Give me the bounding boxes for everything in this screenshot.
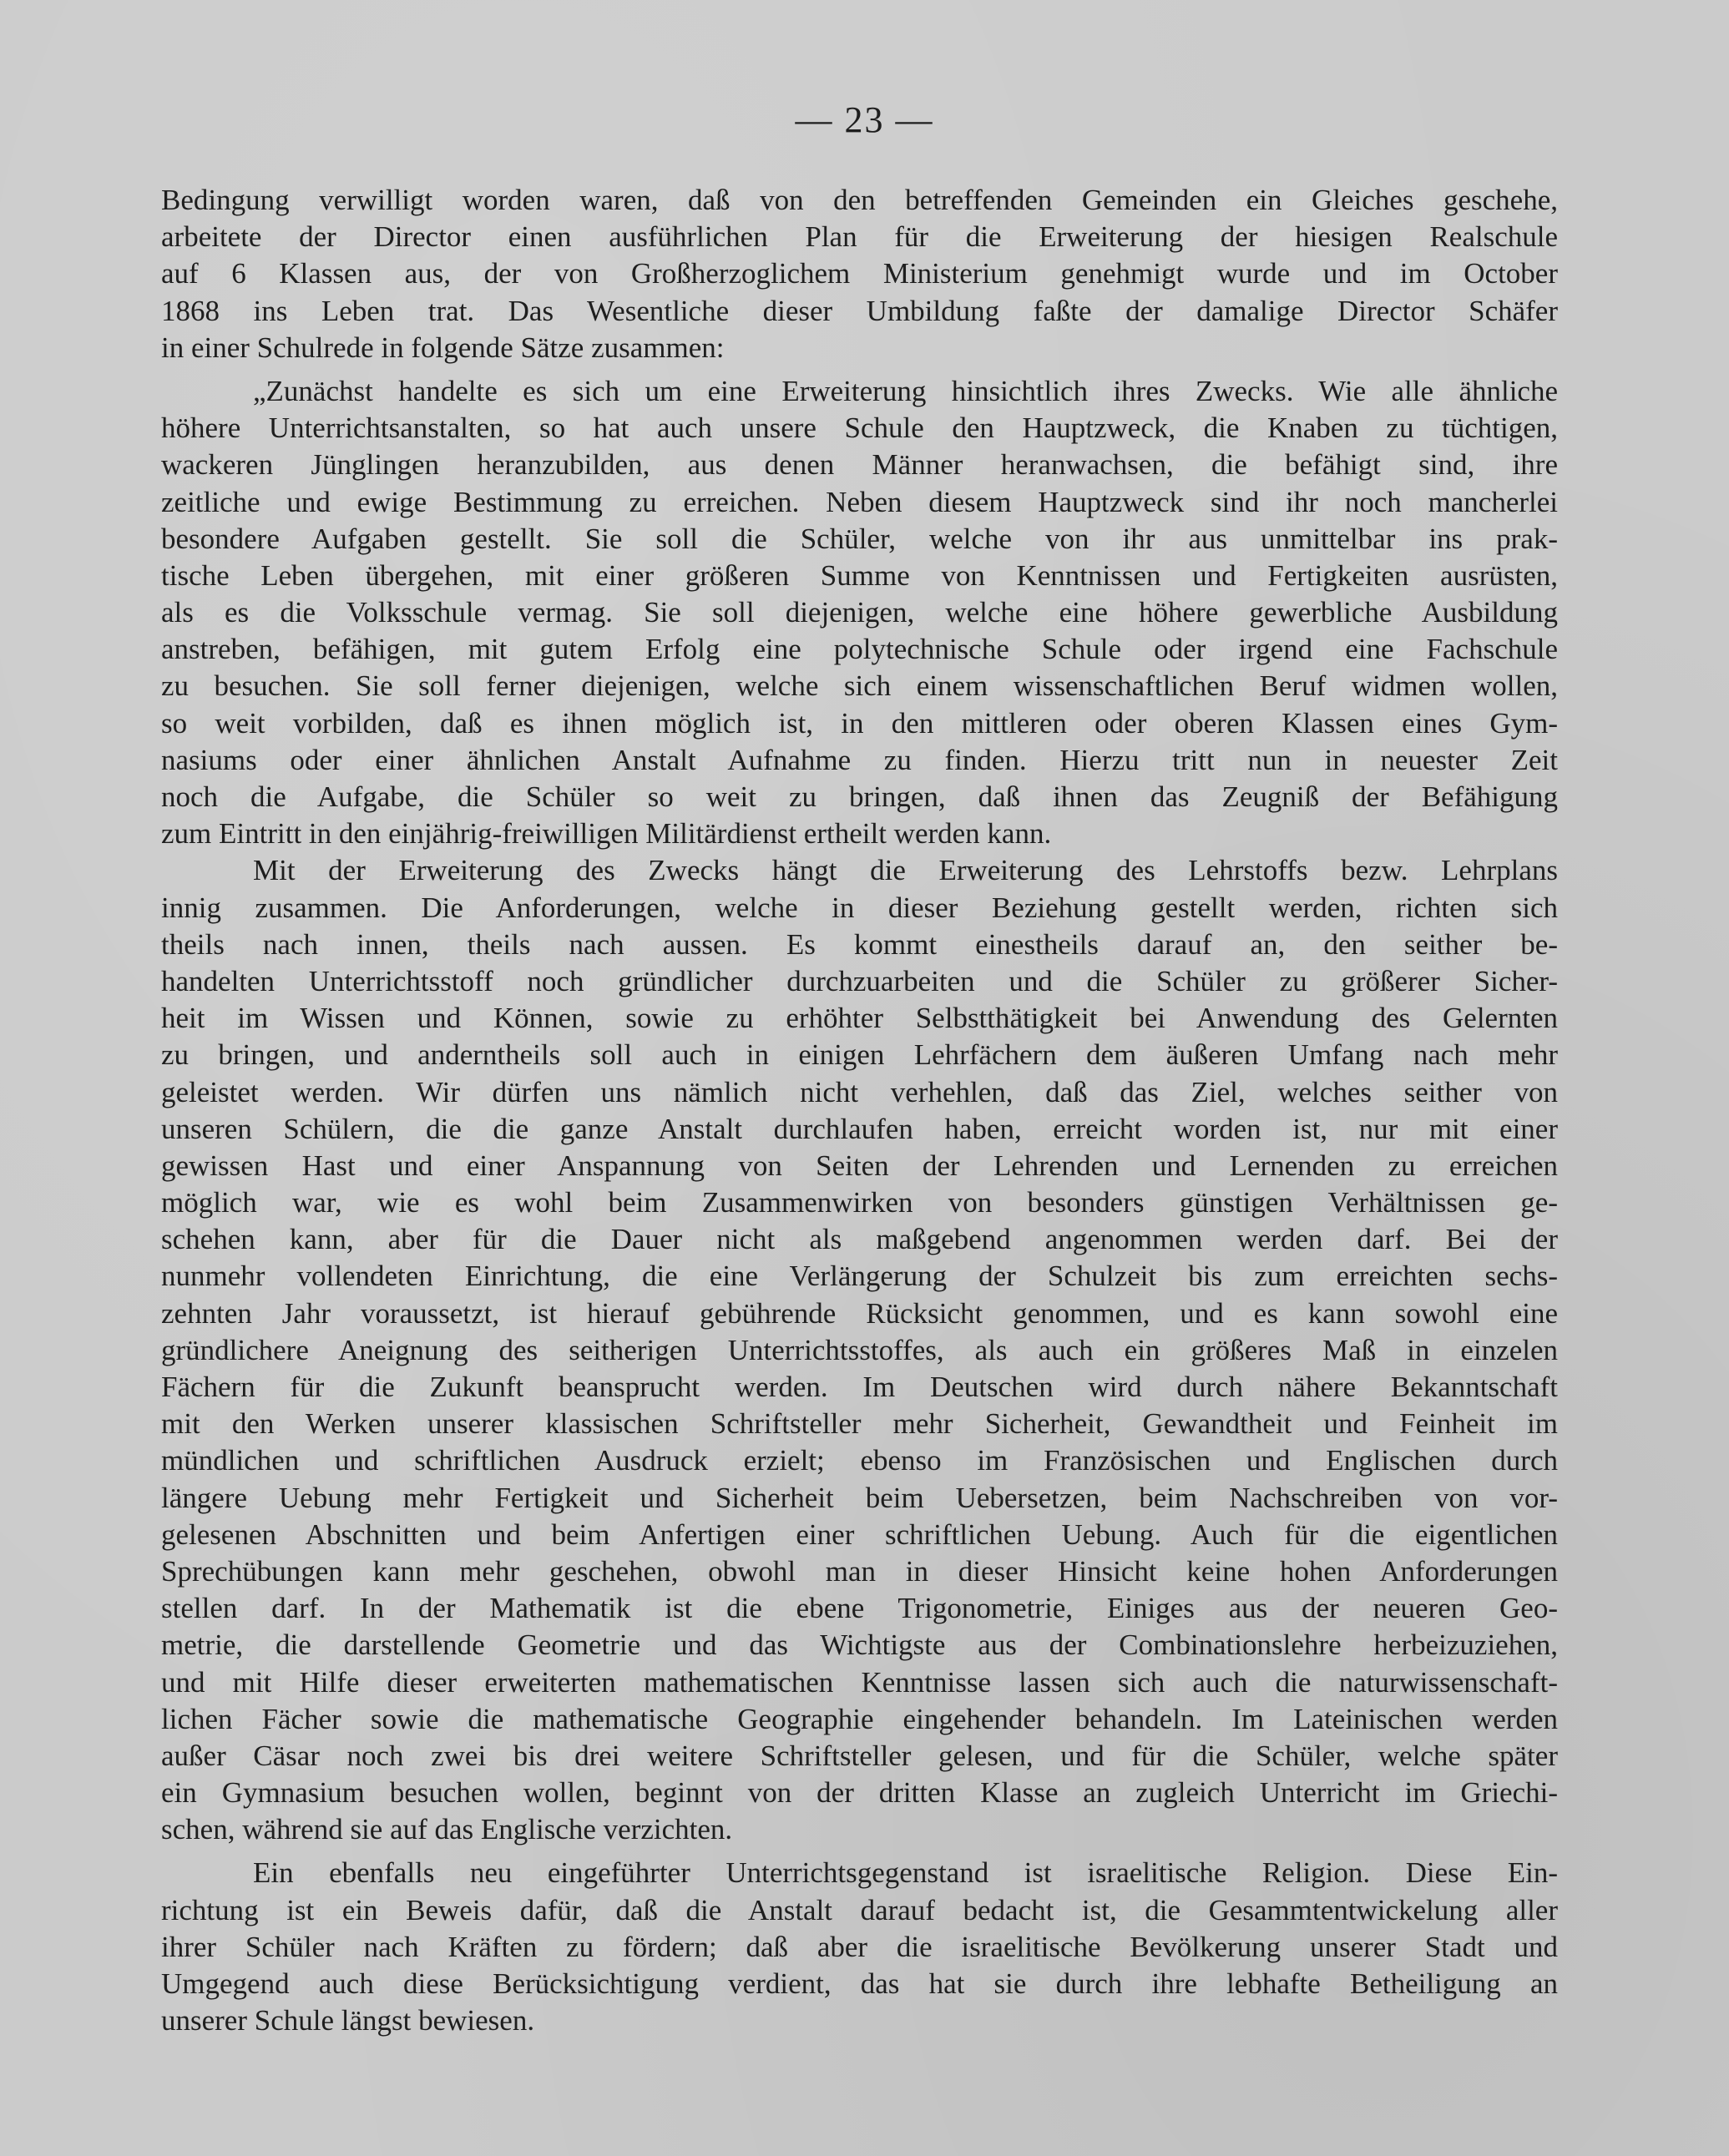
text-line: lichen Fächer sowie die mathematische Geographie eingehender behandeln. Im Lateinischen werden (161, 1702, 1558, 1735)
text-line: außer Cäsar noch zwei bis drei weitere Schriftsteller gelesen, und für die Schüler, welche später (161, 1739, 1558, 1772)
text-line: in einer Schulrede in folgende Sätze zusammen: (161, 331, 725, 364)
text-line: zeitliche und ewige Bestimmung zu erreichen. Neben diesem Hauptzweck sind ihr noch mancherlei (161, 485, 1558, 518)
text-line: Sprechübungen kann mehr geschehen, obwohl man in dieser Hinsicht keine hohen Anforderungen (161, 1554, 1558, 1588)
text-line: zu besuchen. Sie soll ferner diejenigen, welche sich einem wissenschaftlichen Beruf widmen wollen, (161, 669, 1558, 703)
text-line: metrie, die darstellende Geometrie und das Wichtigste aus der Combinationslehre herbeizuziehen, (161, 1628, 1558, 1662)
text-line: Umgegend auch diese Berücksichtigung verdient, das hat sie durch ihre lebhafte Betheiligung an (161, 1967, 1558, 2000)
paragraph-2-quote (161, 373, 1558, 852)
text-line: arbeitete der Director einen ausführlichen Plan für die Erweiterung der hiesigen Realschule (161, 220, 1558, 254)
text-line: mündlichen und schriftlichen Ausdruck erzielt; ebenso im Französischen und Englischen durch (161, 1444, 1558, 1477)
text-line: tische Leben übergehen, mit einer größeren Summe von Kenntnissen und Fertigkeiten ausrüsten, (161, 558, 1558, 592)
text-line: zehnten Jahr voraussetzt, ist hierauf gebührende Rücksicht genommen, und es kann sowohl eine (161, 1296, 1558, 1330)
text-line: möglich war, wie es wohl beim Zusammenwirken von besonders günstigen Verhältnissen ge- (161, 1186, 1558, 1219)
text-line: ihrer Schüler nach Kräften zu fördern; daß aber die israelitische Bevölkerung unserer Stadt und (161, 1930, 1558, 1963)
text-line: mit den Werken unserer klassischen Schriftsteller mehr Sicherheit, Gewandtheit und Feinheit im (161, 1407, 1558, 1441)
text-line: zum Eintritt in den einjährig-freiwilligen Militärdienst ertheilt werden kann. (161, 817, 1052, 851)
text-line: wackeren Jünglingen heranzubilden, aus denen Männer heranwachsen, die befähigt sind, ihre (161, 448, 1558, 482)
text-line: Bedingung verwilligt worden waren, daß von den betreffenden Gemeinden ein Gleiches geschehe, (161, 184, 1558, 216)
text-line: Ein ebenfalls neu eingeführter Unterrichtsgegenstand ist israelitische Religion. Diese Ein- (253, 1856, 1558, 1890)
text-line: anstreben, befähigen, mit gutem Erfolg eine polytechnische Schule oder irgend eine Fachschule (161, 633, 1558, 666)
text-line: längere Uebung mehr Fertigkeit und Sicherheit beim Uebersetzen, beim Nachschreiben von vor- (161, 1481, 1558, 1514)
paragraph-3 (161, 852, 1558, 1848)
text-line: nunmehr vollendeten Einrichtung, die eine Verlängerung der Schulzeit bis zum erreichten sechs- (161, 1260, 1558, 1293)
text-line: theils nach innen, theils nach aussen. Es kommt einestheils darauf an, den seither be- (161, 927, 1558, 961)
page-number: — 23 — (795, 99, 934, 140)
text-line: gewissen Hast und einer Anspannung von Seiten der Lehrenden und Lernenden zu erreichen (161, 1149, 1558, 1182)
text-line: Mit der Erweiterung des Zwecks hängt die Erweiterung des Lehrstoffs bezw. Lehrplans (253, 854, 1558, 887)
text-line: gelesenen Abschnitten und beim Anfertigen einer schriftlichen Uebung. Auch für die eigentlichen (161, 1517, 1558, 1551)
text-line: besondere Aufgaben gestellt. Sie soll die Schüler, welche von ihr aus unmittelbar ins prak- (161, 522, 1558, 555)
text-line: gründlichere Aneignung des seitherigen Unterrichtsstoffes, als auch ein größeres Maß in einzelen (161, 1333, 1558, 1366)
text-line: handelten Unterrichtsstoff noch gründlicher durchzuarbeiten und die Schüler zu größerer Sicher- (161, 964, 1558, 997)
text-line: richtung ist ein Beweis dafür, daß die Anstalt darauf bedacht ist, die Gesammtentwickelung aller (161, 1893, 1558, 1926)
text-line: höhere Unterrichtsanstalten, so hat auch unsere Schule den Hauptzweck, die Knaben zu tüchtigen, (161, 412, 1558, 445)
text-line: 1868 ins Leben trat. Das Wesentliche dieser Umbildung faßte der damalige Director Schäfer (161, 294, 1558, 327)
text-line: ein Gymnasium besuchen wollen, beginnt von der dritten Klasse an zugleich Unterricht im Griechi- (161, 1776, 1558, 1810)
text-line: heit im Wissen und Können, sowie zu erhöhter Selbstthätigkeit bei Anwendung des Gelernten (161, 1002, 1558, 1035)
text-line: Fächern für die Zukunft beansprucht werden. Im Deutschen wird durch nähere Bekanntschaft (161, 1371, 1558, 1403)
text-line: und mit Hilfe dieser erweiterten mathematischen Kenntnisse lassen sich auch die naturwissenschaft- (161, 1665, 1558, 1699)
text-line: schehen kann, aber für die Dauer nicht als maßgebend angenommen werden darf. Bei der (161, 1223, 1558, 1256)
text-line: als es die Volksschule vermag. Sie soll diejenigen, welche eine höhere gewerbliche Ausbildung (161, 596, 1558, 629)
text-line: „Zunächst handelte es sich um eine Erweiterung hinsichtlich ihres Zwecks. Wie alle ähnliche (253, 374, 1558, 407)
text-line: unserer Schule längst bewiesen. (161, 2004, 535, 2037)
text-line: innig zusammen. Die Anforderungen, welche in dieser Beziehung gestellt werden, richten sich (161, 891, 1558, 924)
text-line: auf 6 Klassen aus, der von Großherzoglichem Ministerium genehmigt wurde und im October (161, 257, 1558, 290)
text-line: zu bringen, und anderntheils soll auch in einigen Lehrfächern dem äußeren Umfang nach mehr (161, 1038, 1558, 1072)
text-line: so weit vorbilden, daß es ihnen möglich ist, in den mittleren oder oberen Klassen eines Gym- (161, 706, 1558, 740)
text-line: nasiums oder einer ähnlichen Anstalt Aufnahme zu finden. Hierzu tritt nun in neuester Zeit (161, 743, 1558, 776)
body-text (161, 182, 1558, 2039)
text-line: geleistet werden. Wir dürfen uns nämlich nicht verhehlen, daß das Ziel, welches seither von (161, 1075, 1558, 1108)
text-line: noch die Aufgabe, die Schüler so weit zu bringen, daß ihnen das Zeugniß der Befähigung (161, 780, 1558, 813)
paragraph-4 (161, 1855, 1558, 2039)
text-line: schen, während sie auf das Englische verzichten. (161, 1813, 733, 1846)
text-line: unseren Schülern, die die ganze Anstalt durchlaufen haben, erreicht worden ist, nur mit einer (161, 1112, 1558, 1145)
text-line: stellen darf. In der Mathematik ist die ebene Trigonometrie, Einiges aus der neueren Geo- (161, 1592, 1558, 1625)
paragraph-1 (161, 182, 1558, 366)
